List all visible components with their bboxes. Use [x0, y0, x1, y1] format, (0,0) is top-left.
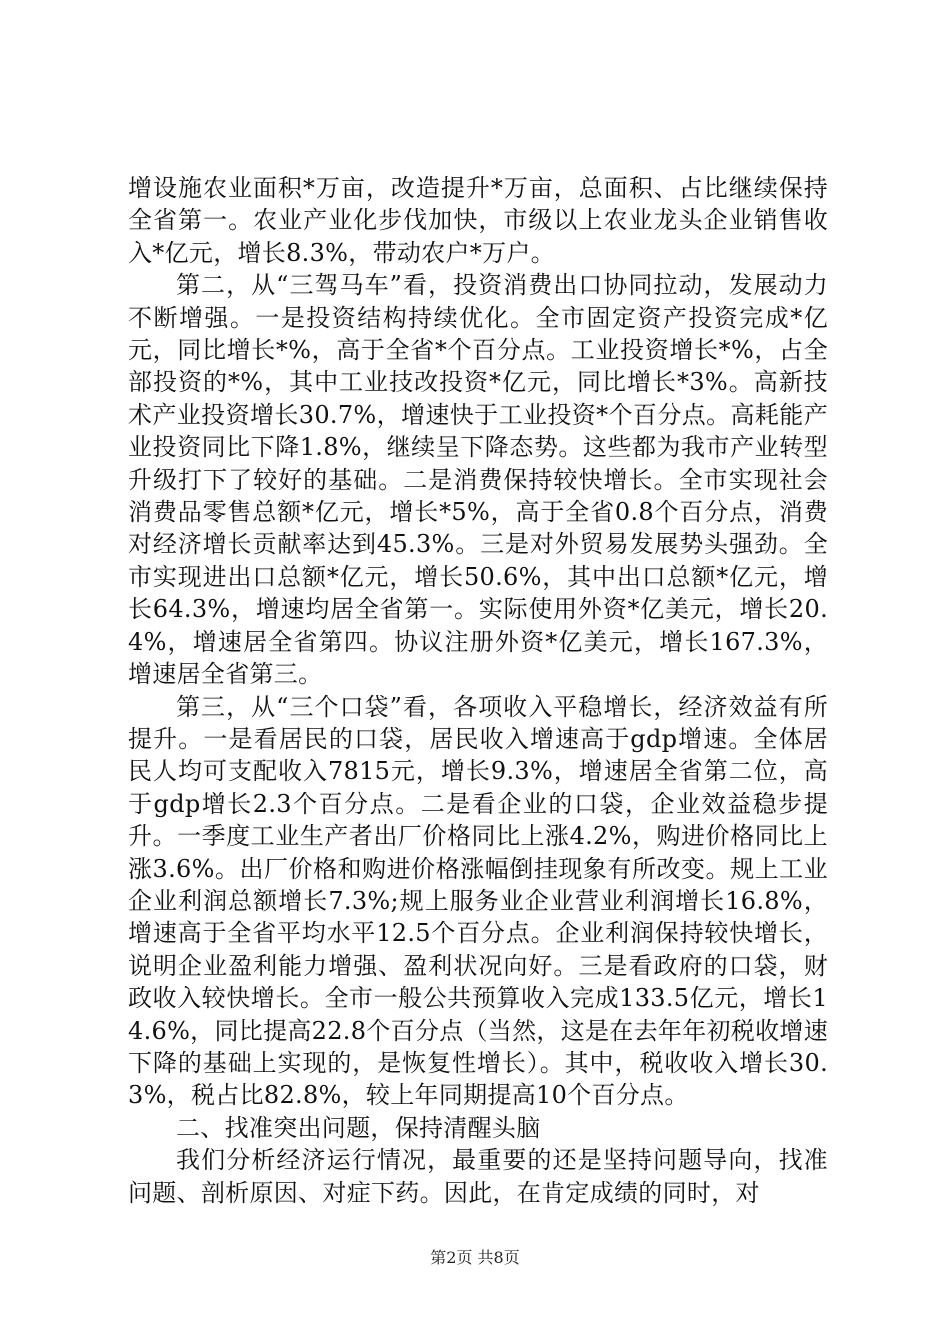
page-footer: 第2页 共8页 — [430, 1248, 520, 1267]
paragraph-3: 第三，从“三个口袋”看，各项收入平稳增长，经济效益有所提升。一是看居民的口袋，居民收入增速高于gdp增速。全体居民人均可支配收入7815元，增长9.3%，增速居全省第二位，高于gdp增长2.3个百分点。二是看企业的口袋，企业效益稳步提升。一季度工业生产者出厂价格同比上涨4.2%，购进价格同比上涨3.6%。出厂价格和购进价格涨幅倒挂现象有所改变。规上工业企业利润总额增长7.3%;规上服务业企业营业利润增长16.8%，增速高于全省平均水平12.5个百分点。企业利润保持较快增长，说明企业盈利能力增强、盈利状况向好。三是看政府的口袋，财政收入较快增长。全市一般公共预算收入完成133.5亿元，增长14.6%，同比提高22.8个百分点（当然，这是在去年年初税收增速下降的基础上实现的，是恢复性增长）。其中，税收收入增长30.3%，税占比82.8%，较上年同期提高10个百分点。 — [128, 692, 829, 1110]
document-body — [128, 172, 828, 1209]
paragraph-2: 第二，从“三驾马车”看，投资消费出口协同拉动，发展动力不断增强。一是投资结构持续优化。全市固定资产投资完成*亿元，同比增长*%，高于全省*个百分点。工业投资增长*%，占全部投资的*%，其中工业技改投资*亿元，同比增长*3%。高新技术产业投资增长30.7%，增速快于工业投资*个百分点。高耗能产业投资同比下降1.8%，继续呈下降态势。这些都为我市产业转型升级打下了较好的基础。二是消费保持较快增长。全市实现社会消费品零售总额*亿元，增长*5%，高于全省0.8个百分点，消费对经济增长贡献率达到45.3%。三是对外贸易发展势头强劲。全市实现进出口总额*亿元，增长50.6%，其中出口总额*亿元，增长64.3%，增速均居全省第一。实际使用外资*亿美元，增长20.4%，增速居全省第四。协议注册外资*亿美元，增长167.3%，增速居全省第三。 — [128, 271, 828, 689]
section-heading: 二、找准突出问题，保持清醒头脑 — [176, 1113, 541, 1142]
paragraph-1: 增设施农业面积*万亩，改造提升*万亩，总面积、占比继续保持全省第一。农业产业化步伐加快，市级以上农业龙头企业销售收入*亿元，增长8.3%，带动农户*万户。 — [128, 174, 828, 267]
paragraph-4: 我们分析经济运行情况，最重要的还是坚持问题导向，找准问题、剖析原因、对症下药。因此，在肯定成绩的同时，对 — [128, 1146, 828, 1207]
